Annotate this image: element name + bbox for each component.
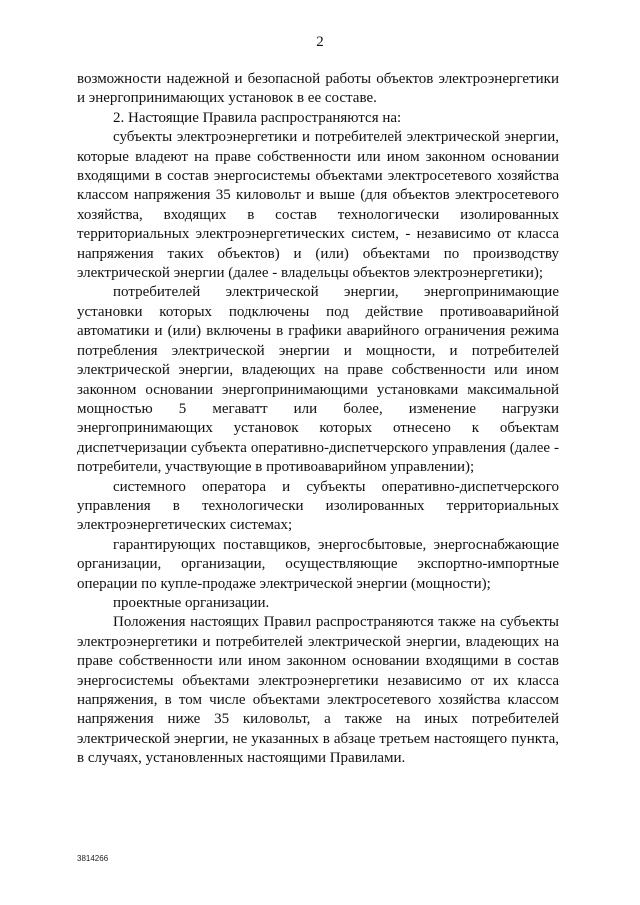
paragraph-continuation: возможности надежной и безопасной работы объектов электроэнергетики и энергопринимающих установок в ее составе.	[77, 71, 559, 107]
paragraph-owners-of-facilities: субъекты электроэнергетики и потребителей электрической энергии, которые владеют на праве собственности или ином законном основании входящими в состав энергосистемы объектами электросетевого хозяйства классом напряжения 35 киловольт и выше (для объектов электросетевого хозяйства, входящих в состав технологически изолированных территориальных электроэнергетических систем, - независимо от класса напряжения таких объектов) и (или) объектами по производству электрической энергии (далее - владельцы объектов электроэнергетики);	[77, 129, 559, 282]
document-body	[77, 70, 559, 769]
paragraph-consumers-emergency-control: потребителей электрической энергии, энергопринимающие установки которых подключены под действие противоаварийной автоматики и (или) включены в графики аварийного ограничения режима потребления электрической энергии и мощности, и потребителей электрической энергии, владеющих на праве собственности или ином законном основании энергопринимающими установками максимальной мощностью 5 мегаватт или более, изменение нагрузки энергопринимающих установок которых отнесено к объектам диспетчеризации субъекта оперативно-диспетчерского управления (далее - потребители, участвующие в противоаварийном управлении);	[77, 284, 559, 476]
paragraph-suppliers: гарантирующих поставщиков, энергосбытовые, энергоснабжающие организации, организации, осуществляющие экспортно-импортные операции по купле-продаже электрической энергии (мощности);	[77, 536, 559, 592]
page-number: 2	[316, 34, 324, 50]
paragraph-section-2-intro: 2. Настоящие Правила распространяются на:	[113, 109, 402, 126]
paragraph-system-operator: системного оператора и субъекты оперативно-диспетчерского управления в технологически изолированных территориальных электроэнергетических системах;	[77, 478, 559, 534]
document-code: 3814266	[77, 854, 109, 863]
paragraph-design-organizations: проектные организации.	[113, 594, 270, 611]
paragraph-also-applies: Положения настоящих Правил распространяются также на субъекты электроэнергетики и потребителей электрической энергии, владеющих на праве собственности или ином законном основании входящими в состав энергосистемы объектами электроэнергетики независимо от их класса напряжения, в том числе объектами электросетевого хозяйства классом напряжения ниже 35 киловольт, а также на иных потребителей электрической энергии, не указанных в абзаце третьем настоящего пункта, в случаях, установленных настоящими Правилами.	[77, 614, 559, 767]
